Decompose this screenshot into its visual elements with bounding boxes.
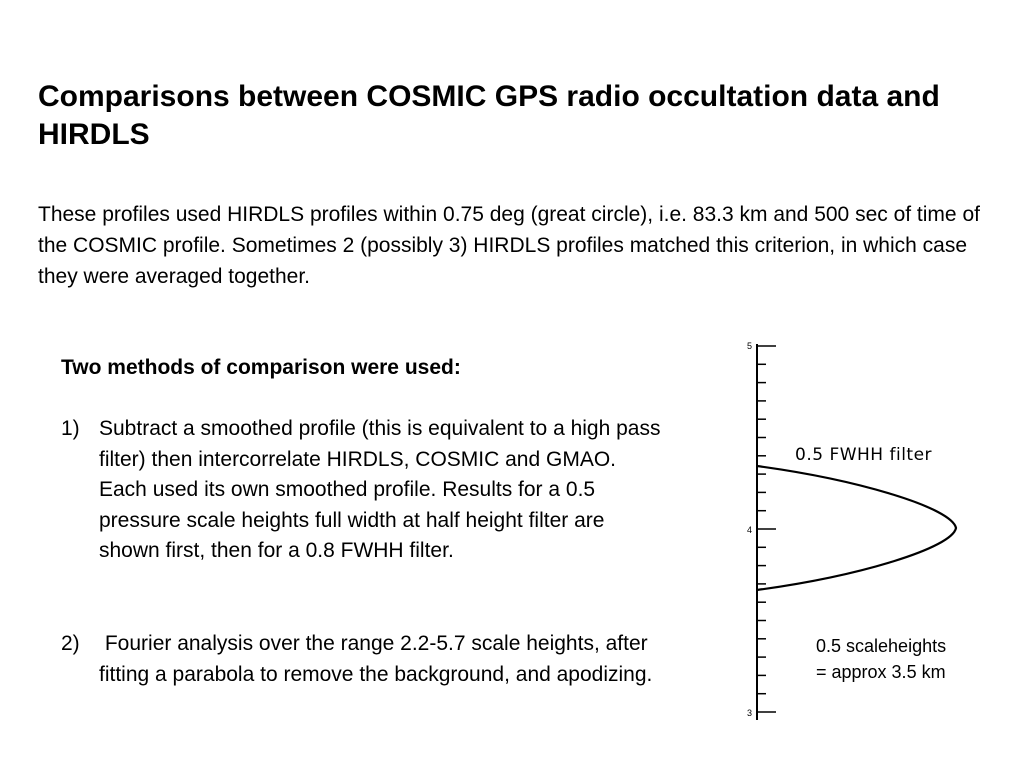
scale-label-bottom: 3 xyxy=(747,708,753,718)
method-text: Subtract a smoothed profile (this is equivalent to a high pass filter) then intercorrelate HIRDLS, COSMIC and GMAO. Each used its own smoothed profile. Results for a 0.5 pressure scale heights full width at half height filter are shown first, then for a 0.8 FWHH filter. xyxy=(99,417,661,562)
slide-title: Comparisons between COSMIC GPS radio occultation data and HIRDLS xyxy=(38,80,940,151)
method-number: 1) xyxy=(61,417,80,440)
filter-curve xyxy=(757,466,956,590)
method-number: 2) xyxy=(61,632,80,655)
scale-label-top: 5 xyxy=(747,341,753,351)
method-text: Fourier analysis over the range 2.2-5.7 scale heights, after fitting a parabola to remove the background, and apodizing. xyxy=(99,632,654,686)
method-item-1 xyxy=(61,414,661,567)
scale-label-middle: 4 xyxy=(747,525,753,535)
methods-heading: Two methods of comparison were used: xyxy=(61,356,461,379)
intro-paragraph: These profiles used HIRDLS profiles within 0.75 deg (great circle), i.e. 83.3 km and 500 sec of time of the COSMIC profile. Sometimes 2 (possibly 3) HIRDLS profiles matched this criterion, in which case they were averaged together. xyxy=(38,203,980,288)
scale-note xyxy=(816,633,946,685)
scale-note-line1: 0.5 scaleheights xyxy=(816,636,947,656)
method-item-2 xyxy=(61,629,661,690)
scale-ticks xyxy=(757,346,776,712)
filter-label: 0.5 FWHH filter xyxy=(795,445,933,465)
scale-note-line2: = approx 3.5 km xyxy=(816,662,946,682)
